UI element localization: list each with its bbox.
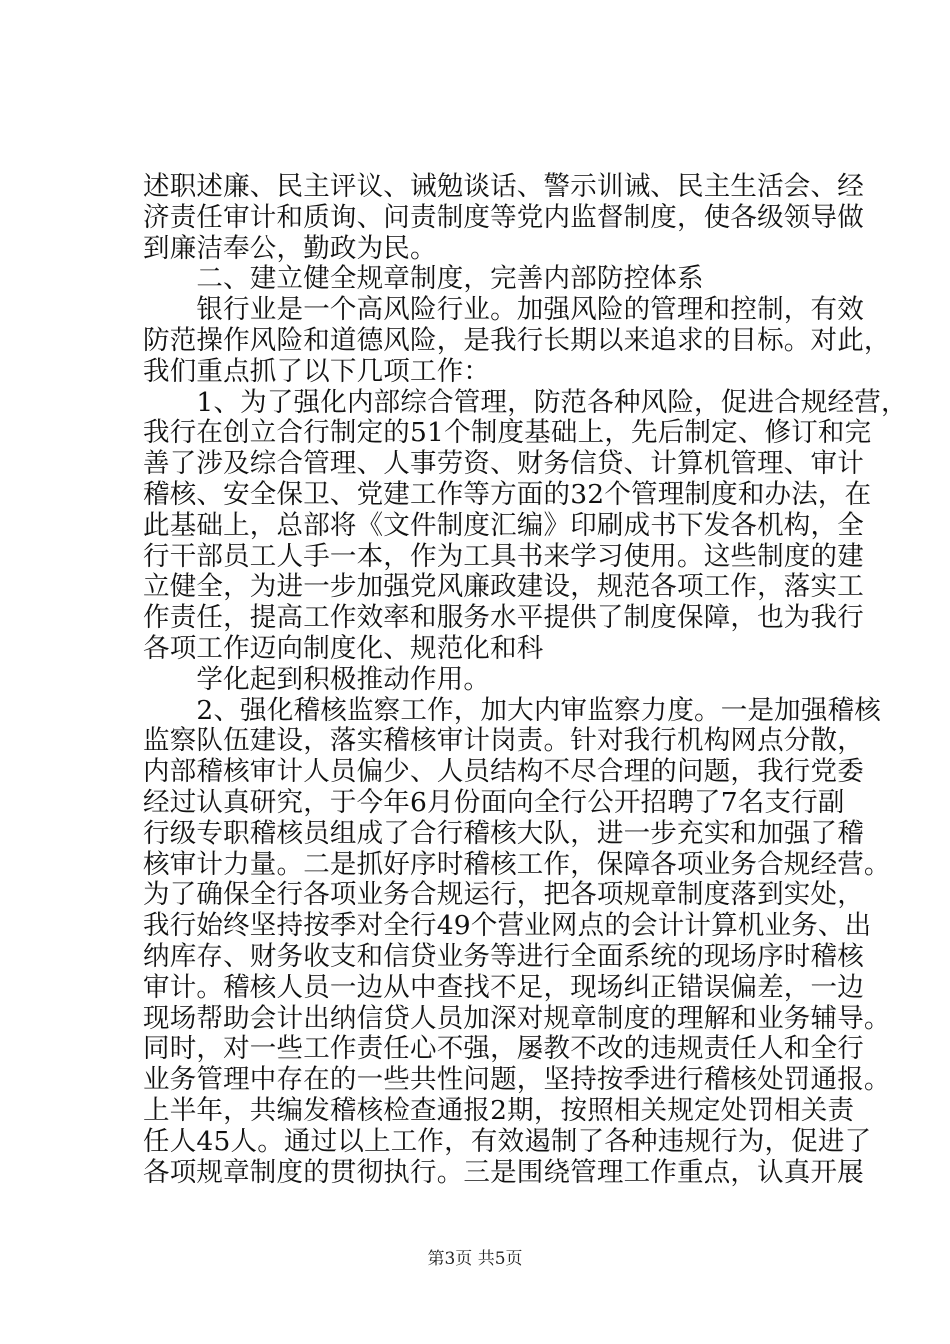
text-line: 监察队伍建设，落实稽核审计岗责。针对我行机构网点分散， [143, 725, 864, 757]
text-line: 行干部员工人手一本，作为工具书来学习使用。这些制度的建 [143, 540, 864, 572]
text-line: 银行业是一个高风险行业。加强风险的管理和控制，有效 [143, 294, 864, 326]
text-line: 行级专职稽核员组成了合行稽核大队，进一步充实和加强了稽 [143, 817, 864, 849]
text-line: 我们重点抓了以下几项工作： [143, 355, 491, 387]
text-line: 各项规章制度的贯彻执行。三是围绕管理工作重点，认真开展 [143, 1156, 864, 1188]
text-line: 同时，对一些工作责任心不强，屡教不改的违规责任人和全行 [143, 1033, 864, 1065]
text-line: 我行在创立合行制定的51个制度基础上，先后制定、修订和完 [143, 417, 872, 449]
text-line: 我行始终坚持按季对全行49个营业网点的会计计算机业务、出 [143, 910, 872, 942]
text-line: 善了涉及综合管理、人事劳资、财务信贷、计算机管理、审计 [143, 448, 864, 480]
text-line: 纳库存、财务收支和信贷业务等进行全面系统的现场序时稽核 [143, 940, 864, 972]
text-line: 核审计力量。二是抓好序时稽核工作，保障各项业务合规经营。 [143, 848, 891, 880]
text-line: 立健全，为进一步加强党风廉政建设，规范各项工作，落实工 [143, 571, 864, 603]
text-line: 述职述廉、民主评议、诫勉谈话、警示训诫、民主生活会、经 [143, 171, 864, 202]
text-line: 1、为了强化内部综合管理，防范各种风险，促进合规经营， [143, 386, 908, 418]
text-line: 经过认真研究，于今年6月份面向全行公开招聘了7名支行副 [143, 786, 845, 818]
text-line: 稽核、安全保卫、党建工作等方面的32个管理制度和办法，在 [143, 478, 872, 510]
document-body [143, 171, 908, 1188]
text-line: 济责任审计和质询、问责制度等党内监督制度，使各级领导做 [143, 201, 864, 233]
text-line: 2、强化稽核监察工作，加大内审监察力度。一是加强稽核 [143, 694, 881, 726]
text-line: 到廉洁奉公，勤政为民。 [143, 232, 437, 264]
text-line: 任人45人。通过以上工作，有效遏制了各种违规行为，促进了 [143, 1125, 872, 1157]
page-footer: 第3页 共5页 [427, 1249, 523, 1269]
text-line: 为了确保全行各项业务合规运行，把各项规章制度落到实处， [143, 879, 864, 911]
text-line: 业务管理中存在的一些共性问题，坚持按季进行稽核处罚通报。 [143, 1064, 891, 1096]
text-line: 学化起到积极推动作用。 [143, 663, 491, 695]
text-line: 现场帮助会计出纳信贷人员加深对规章制度的理解和业务辅导。 [143, 1002, 891, 1034]
text-line: 内部稽核审计人员偏少、人员结构不尽合理的问题，我行党委 [143, 756, 864, 788]
text-line: 二、建立健全规章制度，完善内部防控体系 [143, 263, 704, 295]
text-line: 防范操作风险和道德风险，是我行长期以来追求的目标。对此， [143, 324, 891, 356]
text-line: 作责任，提高工作效率和服务水平提供了制度保障，也为我行 [143, 602, 864, 634]
text-line: 各项工作迈向制度化、规范化和科 [143, 632, 544, 664]
text-line: 上半年，共编发稽核检查通报2期，按照相关规定处罚相关责 [143, 1094, 855, 1126]
text-line: 审计。稽核人员一边从中查找不足，现场纠正错误偏差，一边 [143, 971, 864, 1003]
text-line: 此基础上，总部将《文件制度汇编》印刷成书下发各机构，全 [143, 509, 864, 541]
